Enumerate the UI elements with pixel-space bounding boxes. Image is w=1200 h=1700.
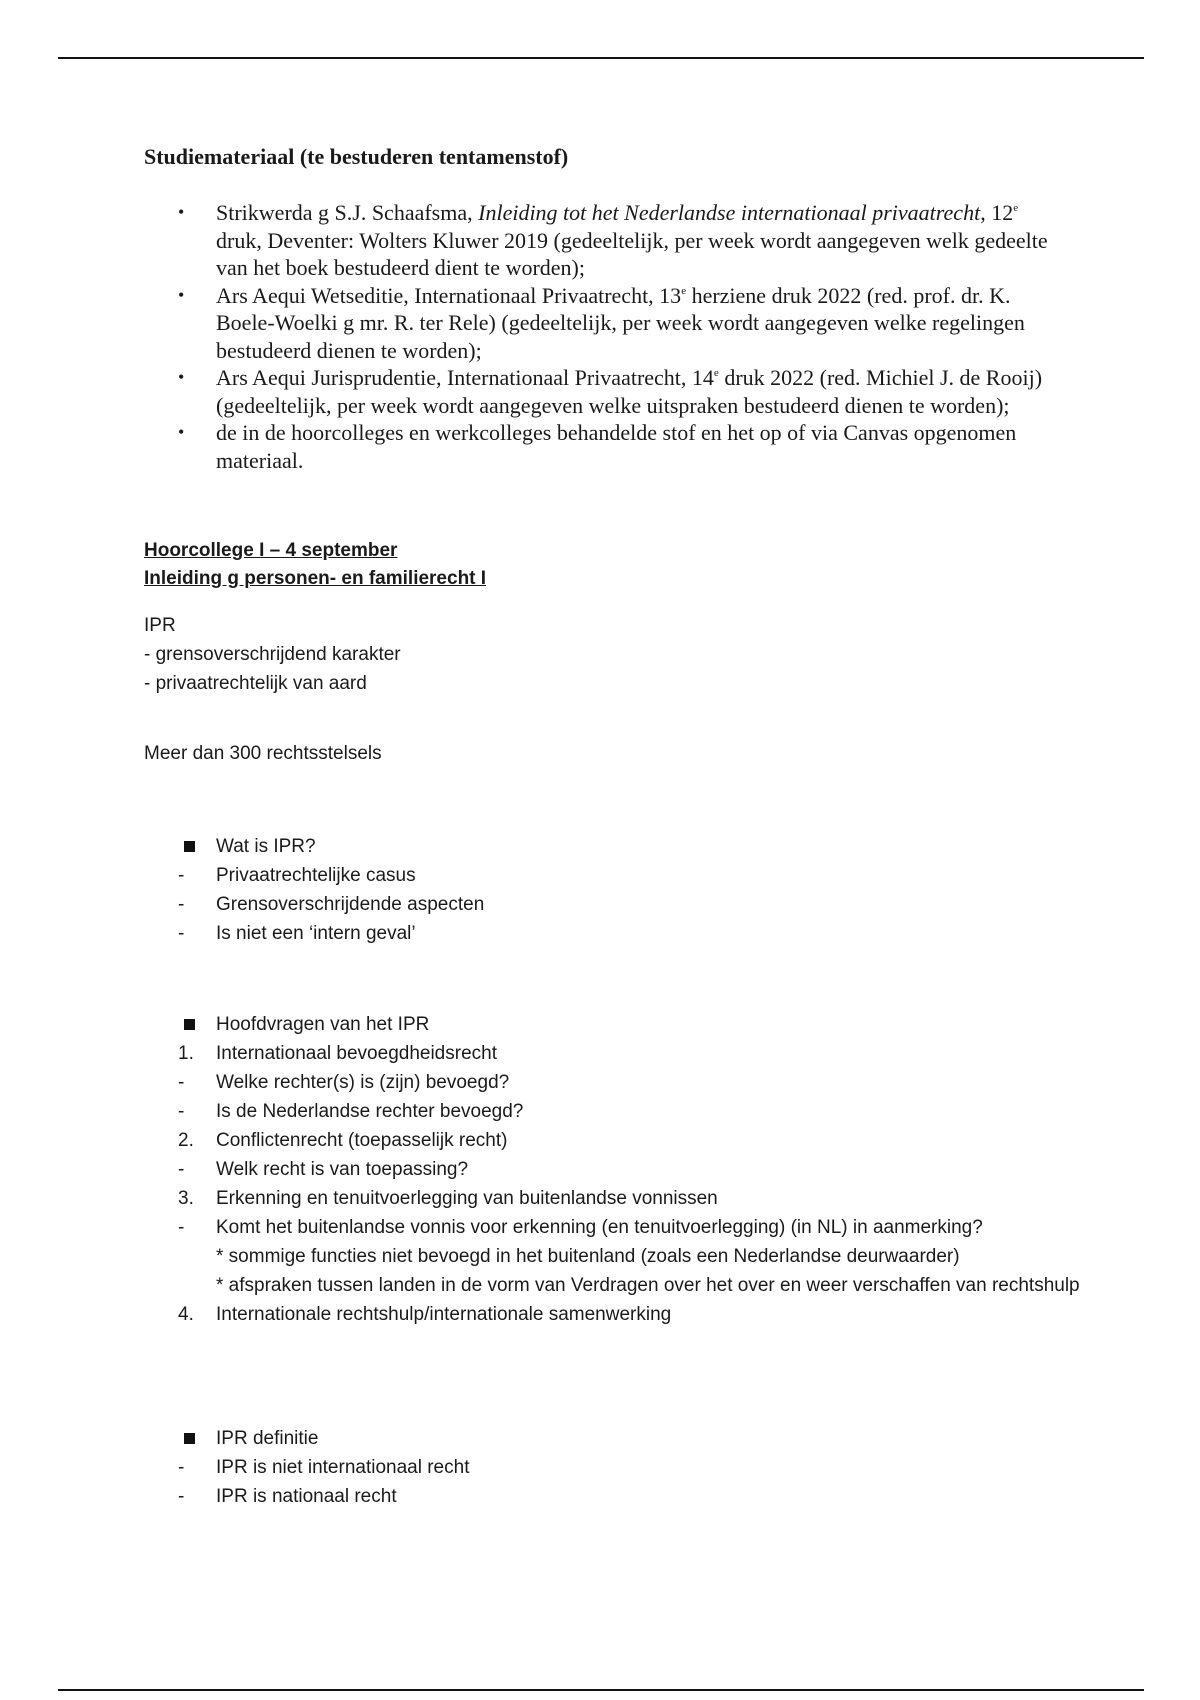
- list-item: - Privaatrechtelijke casus: [144, 861, 1094, 890]
- dash-icon: -: [178, 894, 185, 915]
- section-ipr-definitie: [144, 1424, 1094, 1511]
- numbered-item: 3. Erkenning en tenuitvoerlegging van buitenlandse vonnissen: [178, 1188, 718, 1209]
- ipr-characteristic: - privaatrechtelijk van aard: [144, 673, 367, 694]
- lecture-title: Hoorcollege I – 4 september: [144, 540, 398, 561]
- dash-icon: -: [178, 1217, 185, 1238]
- list-item: - IPR is niet internationaal recht: [144, 1453, 1094, 1482]
- bullet-icon: •: [178, 367, 185, 387]
- footer-rule: [58, 1689, 1144, 1691]
- study-item: • Strikwerda g S.J. Schaafsma, Inleiding tot het Nederlandse internationaal privaatrecht, 12e druk, Deventer: Wolters Kluwer 2019 (gedeeltelijk, per week wordt aangegeven welk gedeelte van het boek bestudeerd dient te worden);: [178, 200, 1048, 280]
- section-hoofdvragen: [144, 1010, 1094, 1329]
- ipr-intro: [144, 611, 401, 698]
- dash-icon: -: [178, 1159, 185, 1180]
- numbered-item: 4. Internationale rechtshulp/internationale samenwerking: [178, 1304, 672, 1325]
- list-item: - Welk recht is van toepassing?: [144, 1155, 1094, 1184]
- dash-icon: -: [178, 1072, 185, 1093]
- dash-icon: -: [178, 923, 185, 944]
- lecture-subtitle: Inleiding g personen- en familierecht I: [144, 568, 487, 589]
- study-material-list: [144, 199, 1064, 474]
- square-bullet-icon: [184, 1019, 195, 1030]
- section-wat-is-ipr: [144, 832, 1094, 948]
- section-title-row: Wat is IPR?: [144, 832, 1094, 861]
- list-item: - Welke rechter(s) is (zijn) bevoegd?: [144, 1068, 1094, 1097]
- study-item: • Ars Aequi Wetseditie, Internationaal Privaatrecht, 13e herziene druk 2022 (red. prof. dr. K. Boele-Woelki g mr. R. ter Rele) (gedeeltelijk, per week wordt aangegeven welke regelingen bestudeerd dienen te worden);: [178, 282, 1025, 363]
- list-item: - IPR is nationaal recht: [144, 1482, 1094, 1511]
- list-item: - Is niet een ‘intern geval’: [144, 919, 1094, 948]
- list-item: - Grensoverschrijdende aspecten: [144, 890, 1094, 919]
- header-rule: [58, 57, 1144, 59]
- numbered-item: 1. Internationaal bevoegdheidsrecht: [178, 1043, 497, 1064]
- study-item: • de in de hoorcolleges en werkcolleges behandelde stof en het op of via Canvas opgenomen materiaal.: [178, 420, 1017, 473]
- sub-note: * sommige functies niet bevoegd in het buitenland (zoals een Nederlandse deurwaarder): [216, 1246, 960, 1267]
- legal-systems-note: Meer dan 300 rechtsstelsels: [144, 743, 382, 764]
- numbered-item: 2. Conflictenrecht (toepasselijk recht): [178, 1130, 508, 1151]
- list-item: - Komt het buitenlandse vonnis voor erkenning (en tenuitvoerlegging) (in NL) in aanmerking?: [144, 1213, 1094, 1242]
- lecture-heading: [144, 537, 486, 593]
- study-item: • Ars Aequi Jurisprudentie, Internationaal Privaatrecht, 14e druk 2022 (red. Michiel J. de Rooij) (gedeeltelijk, per week wordt aangegeven welke uitspraken bestudeerd dienen te worden);: [178, 365, 1043, 418]
- square-bullet-icon: [184, 1433, 195, 1444]
- study-material-title: Studiemateriaal (te bestuderen tentamenstof): [144, 144, 569, 169]
- dash-icon: -: [178, 1101, 185, 1122]
- bullet-icon: •: [178, 422, 185, 442]
- square-bullet-icon: [184, 841, 195, 852]
- bullet-icon: •: [178, 202, 185, 222]
- section-title-row: Hoofdvragen van het IPR: [144, 1010, 1094, 1039]
- section-title-row: IPR definitie: [144, 1424, 1094, 1453]
- bullet-icon: •: [178, 284, 185, 305]
- dash-icon: -: [178, 865, 185, 886]
- sub-note: * afspraken tussen landen in de vorm van Verdragen over het over en weer verschaffen van rechtshulp: [216, 1275, 1080, 1296]
- dash-icon: -: [178, 1457, 185, 1478]
- ipr-characteristic: - grensoverschrijdend karakter: [144, 644, 401, 665]
- list-item: - Is de Nederlandse rechter bevoegd?: [144, 1097, 1094, 1126]
- ipr-label: IPR: [144, 615, 176, 636]
- dash-icon: -: [178, 1486, 185, 1507]
